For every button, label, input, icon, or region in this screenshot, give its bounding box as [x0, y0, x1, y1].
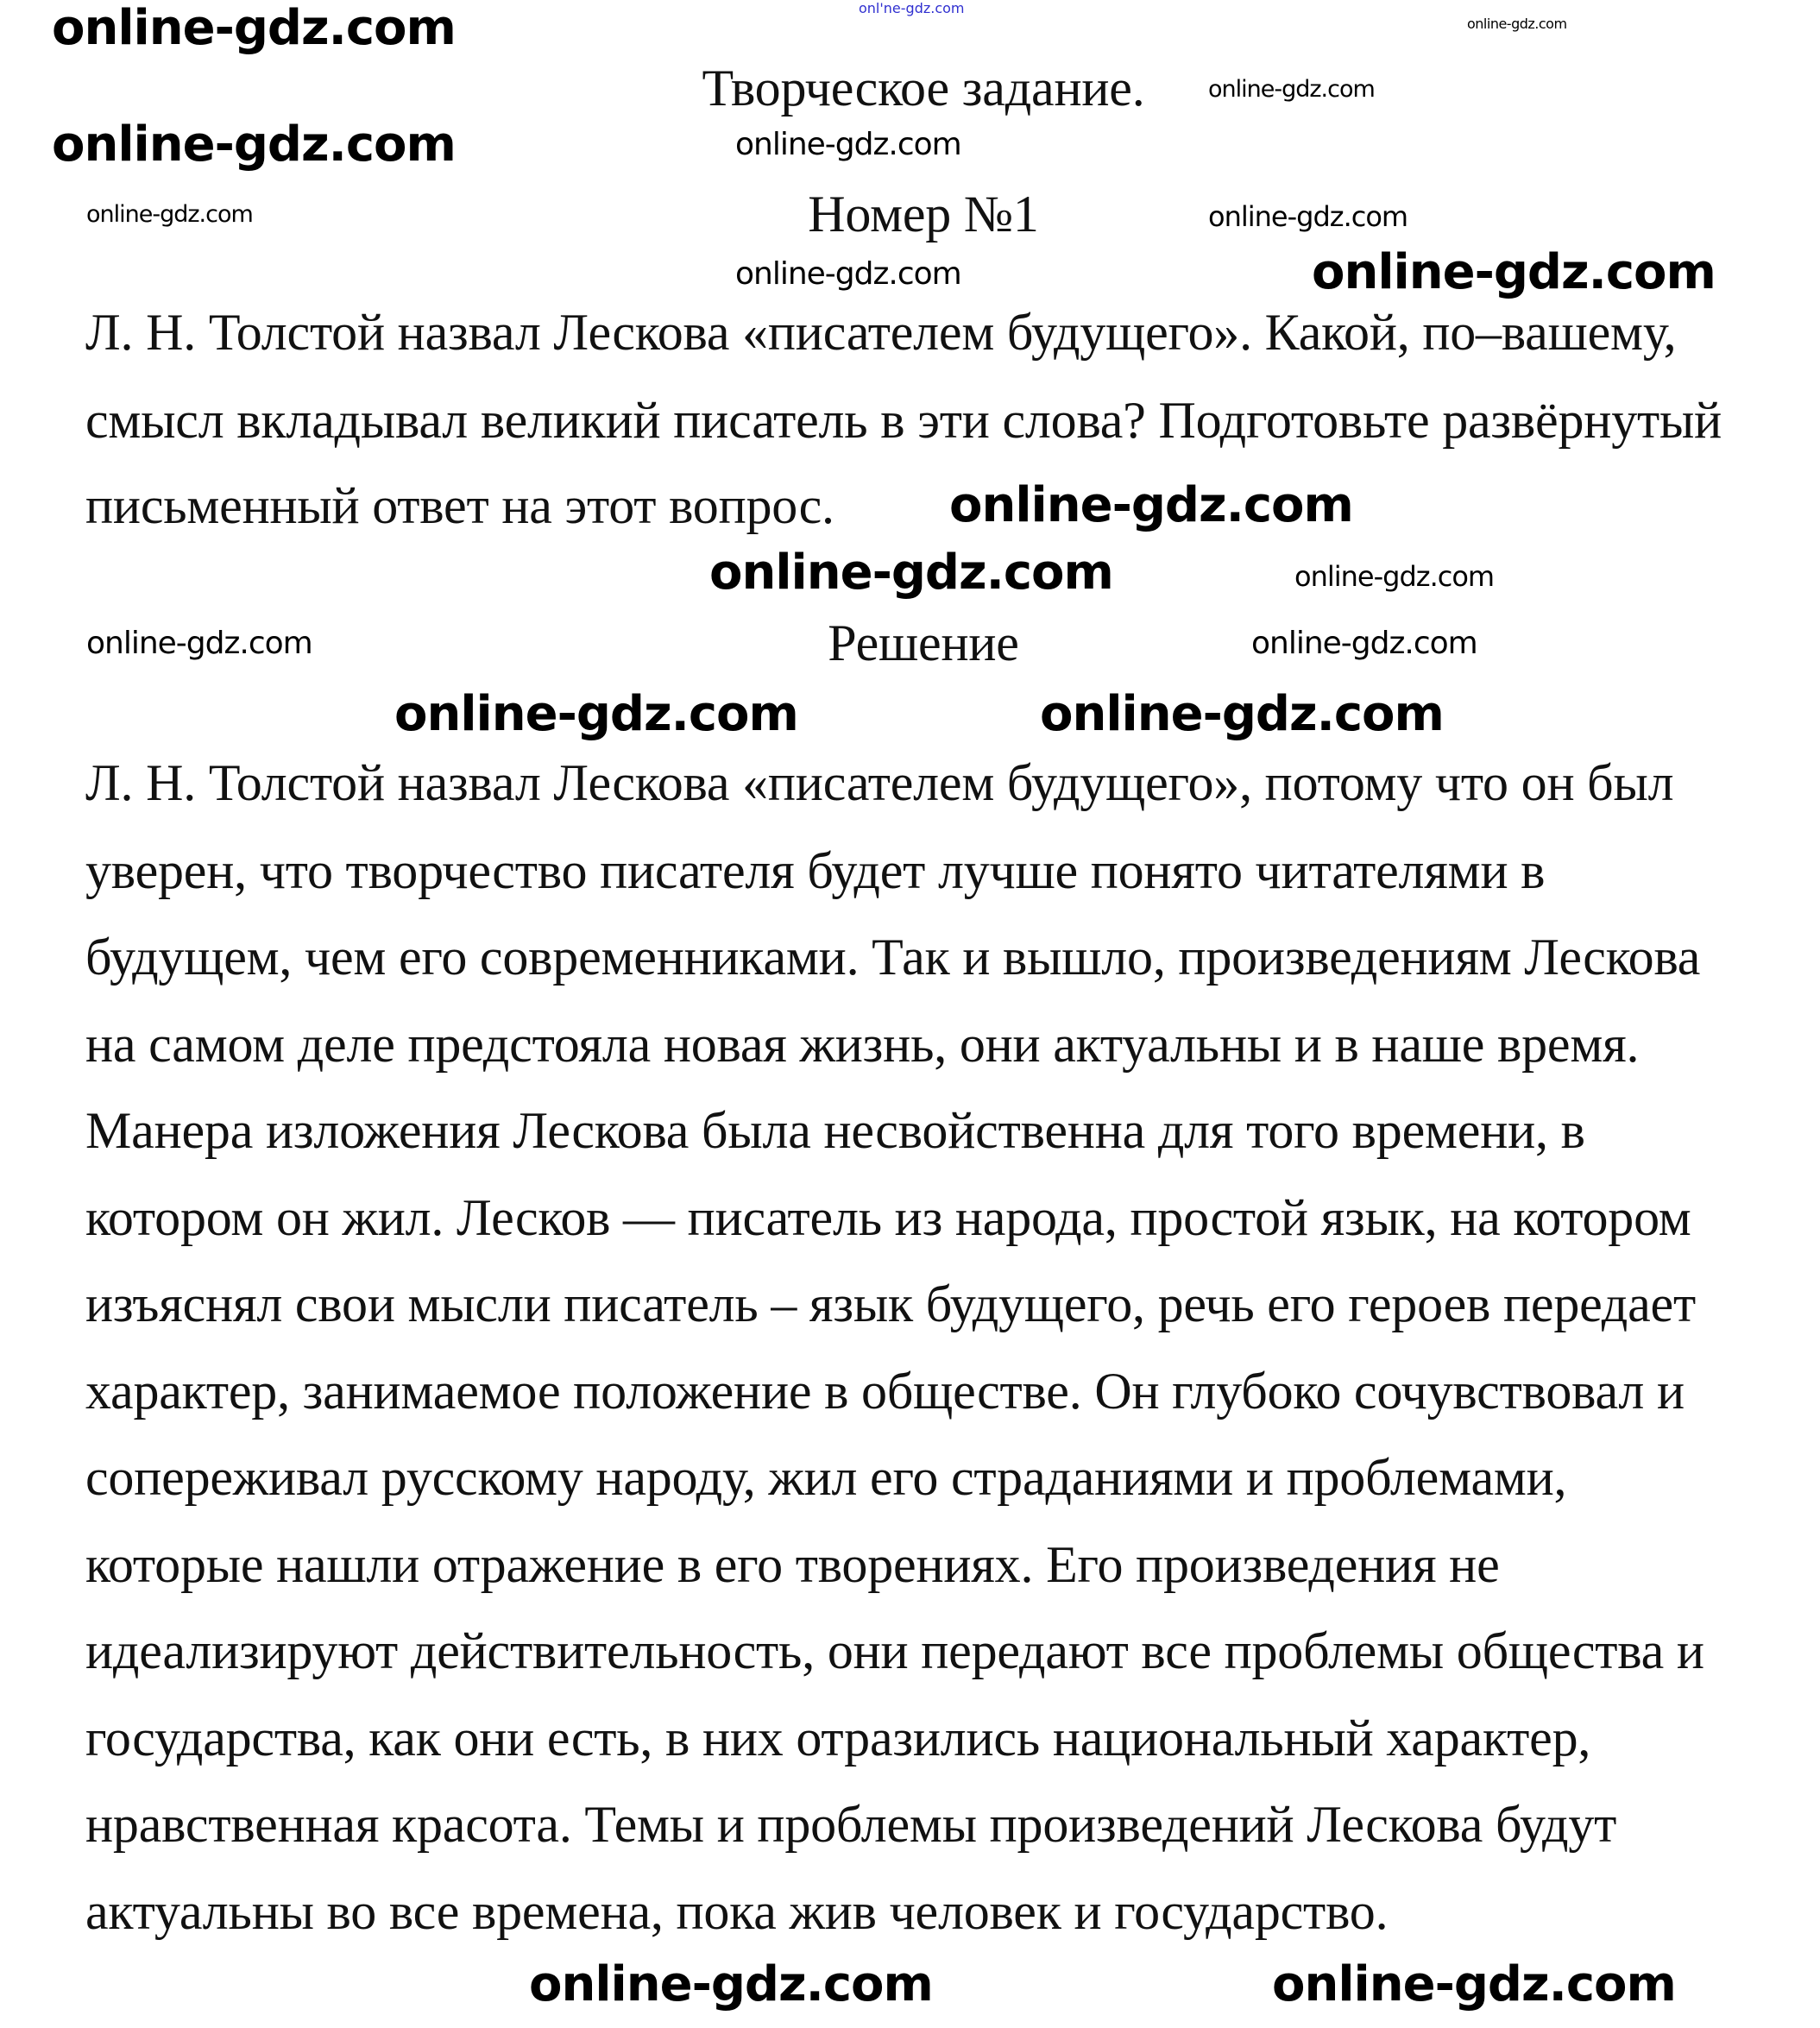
answer-line: изъяснял свои мысли писатель – язык будущего, речь его героев передает [85, 1275, 1696, 1332]
watermark: online-gdz.com [1272, 1956, 1676, 2012]
answer-line: будущем, чем его современниками. Так и вышло, произведениям Лескова [85, 929, 1701, 986]
answer-line: котором он жил. Лесков — писатель из народа, простой язык, на котором [85, 1189, 1691, 1246]
watermark: online-gdz.com [394, 686, 798, 742]
answer-line: государства, как они есть, в них отразились национальный характер, [85, 1710, 1591, 1767]
solution-heading: Решение [828, 614, 1019, 671]
answer-line: Л. Н. Толстой назвал Лескова «писателем будущего», потому что он был [85, 754, 1674, 811]
watermark: online-gdz.com [709, 545, 1113, 601]
watermark: online-gdz.com [1467, 16, 1567, 32]
watermark: online-gdz.com [735, 127, 961, 162]
watermark: online-gdz.com [949, 477, 1353, 533]
watermark: online-gdz.com [52, 0, 456, 56]
answer-line: характер, занимаемое положение в обществе. Он глубоко сочувствовал и [85, 1363, 1685, 1420]
watermark: online-gdz.com [86, 626, 312, 661]
answer-line: нравственная красота. Темы и проблемы произведений Лескова будут [85, 1796, 1617, 1853]
question-line: Л. Н. Толстой назвал Лескова «писателем будущего». Какой, по–вашему, [85, 304, 1677, 361]
watermark: online-gdz.com [1208, 200, 1408, 233]
question-line: письменный ответ на этот вопрос. [85, 477, 834, 534]
watermark: online-gdz.com [1312, 244, 1716, 300]
watermark: online-gdz.com [529, 1956, 933, 2012]
watermark: onl'ne-gdz.com [859, 0, 965, 16]
answer-line: сопереживал русскому народу, жил его страданиями и проблемами, [85, 1449, 1567, 1506]
task-number: Номер №1 [808, 186, 1039, 242]
watermark: online-gdz.com [735, 256, 961, 292]
watermark: online-gdz.com [1040, 686, 1444, 742]
watermark: online-gdz.com [1251, 626, 1477, 661]
answer-line: Манера изложения Лескова была несвойственна для того времени, в [85, 1102, 1585, 1159]
answer-line: актуальны во все времена, пока жив человек и государство. [85, 1883, 1389, 1940]
answer-line: на самом деле предстояла новая жизнь, они актуальны и в наше время. [85, 1016, 1640, 1073]
page-title: Творческое задание. [702, 60, 1145, 117]
question-line: смысл вкладывал великий писатель в эти слова? Подготовьте развёрнутый [85, 392, 1722, 449]
watermark: online-gdz.com [86, 201, 253, 228]
watermark: online-gdz.com [1294, 560, 1495, 593]
watermark: online-gdz.com [52, 117, 456, 173]
watermark: online-gdz.com [1208, 76, 1375, 103]
answer-line: уверен, что творчество писателя будет лучше понято читателями в [85, 842, 1546, 899]
answer-line: которые нашли отражение в его творениях. Его произведения не [85, 1536, 1500, 1593]
answer-line: идеализируют действительность, они передают все проблемы общества и [85, 1622, 1704, 1679]
